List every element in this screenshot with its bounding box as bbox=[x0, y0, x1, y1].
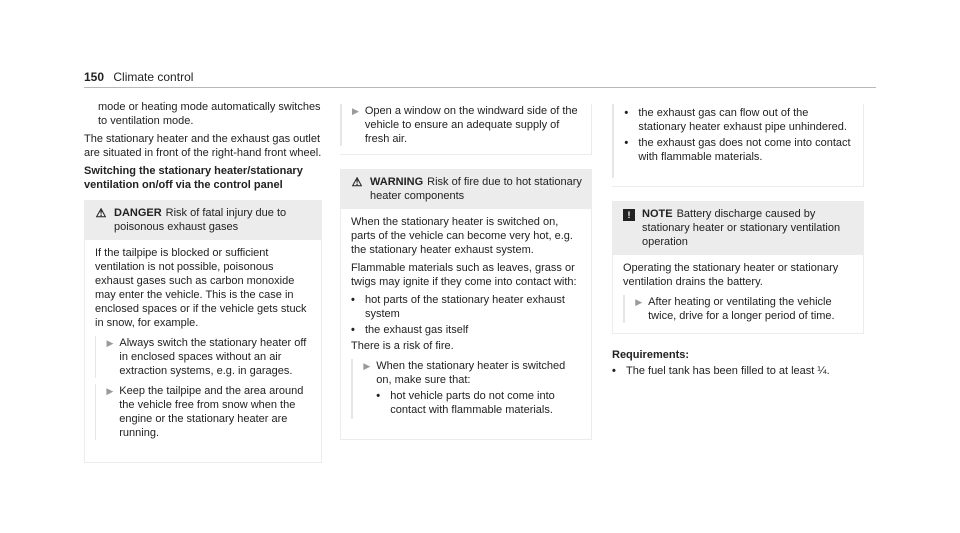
note-title: Battery discharge caused by stationary heater or stationary ventilation operation bbox=[642, 208, 841, 248]
play-arrow-icon: ▶ bbox=[106, 338, 114, 348]
note-exclamation-icon: ! bbox=[623, 209, 635, 221]
danger-header bbox=[84, 200, 322, 240]
section-heading: Switching the stationary heater/stationary ventilation on/off via the control panel bbox=[84, 165, 303, 191]
page-number: 150 bbox=[84, 70, 105, 84]
list-item: • The fuel tank has been filled to at least ¼. bbox=[612, 365, 830, 377]
column-3 bbox=[612, 100, 864, 380]
column-2 bbox=[340, 100, 592, 440]
play-arrow-icon: ▶ bbox=[363, 361, 371, 371]
warning-title: Risk of fire due to hot stationary heater components bbox=[370, 176, 582, 202]
warning-body bbox=[340, 209, 592, 440]
step-text: After heating or ventilating the vehicle twice, drive for a longer period of time. bbox=[648, 296, 835, 322]
section-title: Climate control bbox=[113, 70, 194, 84]
play-arrow-icon: ▶ bbox=[106, 386, 114, 396]
list-item: • hot vehicle parts do not come into contact with flammable materials. bbox=[376, 390, 555, 416]
page-header bbox=[84, 70, 193, 84]
note-body bbox=[612, 255, 864, 334]
warning-text: When the stationary heater is switched on, parts of the vehicle can become very hot, e.g. the stationary heater exhaust system. bbox=[351, 216, 573, 256]
list-item: • the exhaust gas itself bbox=[351, 324, 469, 336]
instruction-step-continued bbox=[612, 104, 864, 187]
column-1 bbox=[84, 100, 322, 463]
instruction-step bbox=[95, 336, 311, 378]
note-label: NOTE bbox=[642, 208, 673, 220]
step-text: When the stationary heater is switched on, make sure that: bbox=[376, 360, 566, 386]
note-text: Operating the stationary heater or stationary ventilation drains the battery. bbox=[623, 262, 839, 288]
warning-label: WARNING bbox=[370, 176, 424, 188]
warning-text: There is a risk of fire. bbox=[351, 340, 454, 352]
instruction-step bbox=[351, 359, 581, 419]
danger-text: If the tailpipe is blocked or sufficient ventilation is not possible, poisonous exhaust gases such as carbon monoxide may enter the vehicle. This is the case in enclosed spaces or if the vehicle gets stuck in snow, for example. bbox=[95, 247, 307, 329]
paragraph: The stationary heater and the exhaust gas outlet are situated in front of the right-hand front wheel. bbox=[84, 133, 322, 159]
step-text: Always switch the stationary heater off in enclosed spaces without an air extraction systems, e.g. in garages. bbox=[119, 337, 307, 377]
note-header bbox=[612, 201, 864, 255]
warning-text: Flammable materials such as leaves, grass or twigs may ignite if they come into contact with: bbox=[351, 262, 577, 288]
danger-body bbox=[84, 240, 322, 463]
danger-title: Risk of fatal injury due to poisonous exhaust gases bbox=[114, 207, 287, 233]
list-item: • the exhaust gas does not come into contact with flammable materials. bbox=[624, 137, 851, 163]
instruction-step bbox=[623, 295, 853, 323]
requirements-heading: Requirements: bbox=[612, 349, 690, 361]
instruction-step bbox=[95, 384, 311, 440]
warning-triangle-icon: ⚠ bbox=[95, 206, 107, 220]
header-divider bbox=[84, 87, 876, 88]
step-text: Keep the tailpipe and the area around the vehicle free from snow when the engine or the stationary heater are running. bbox=[119, 385, 304, 439]
play-arrow-icon: ▶ bbox=[635, 297, 643, 307]
play-arrow-icon: ▶ bbox=[351, 106, 359, 116]
paragraph: mode or heating mode automatically switches to ventilation mode. bbox=[98, 101, 321, 127]
instruction-step bbox=[340, 104, 592, 155]
list-item: • hot parts of the stationary heater exhaust system bbox=[351, 294, 565, 320]
list-item: • the exhaust gas can flow out of the stationary heater exhaust pipe unhindered. bbox=[624, 107, 847, 133]
warning-triangle-icon: ⚠ bbox=[351, 175, 363, 189]
step-text: Open a window on the windward side of the vehicle to ensure an adequate supply of fresh air. bbox=[364, 105, 578, 145]
danger-label: DANGER bbox=[114, 207, 162, 219]
warning-header bbox=[340, 169, 592, 209]
